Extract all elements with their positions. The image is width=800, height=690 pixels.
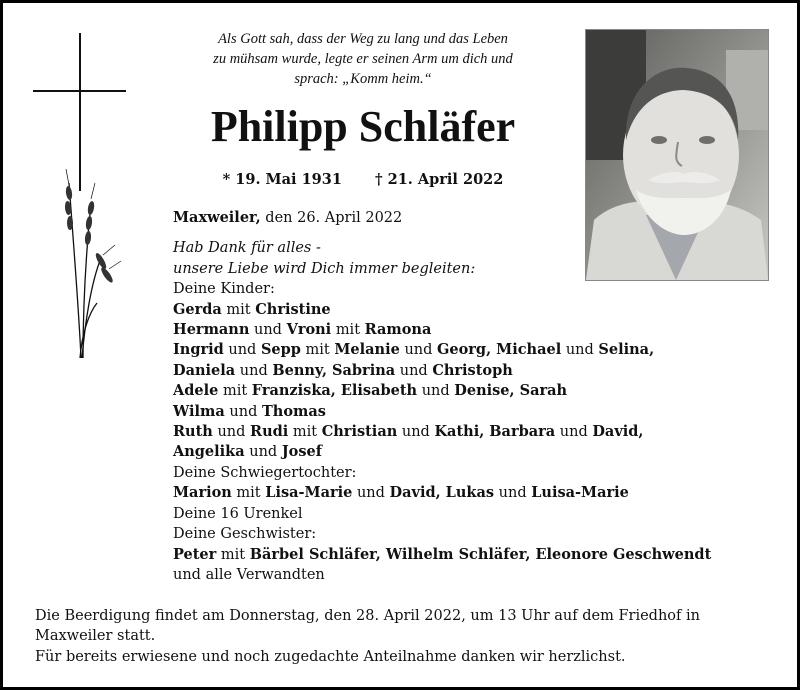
funeral-line: Maxweiler statt. xyxy=(35,628,156,645)
siblings-label: Deine Geschwister: xyxy=(173,526,317,543)
mourner-line xyxy=(173,442,773,462)
cross-icon-bar xyxy=(33,90,126,92)
mourner-name: Georg, Michael xyxy=(437,341,562,359)
mourner-line xyxy=(173,320,773,340)
connector-word: und xyxy=(401,424,430,441)
quote-line: sprach: „Komm heim.“ xyxy=(294,71,432,87)
mourner-name: Hermann xyxy=(173,321,250,339)
mourner-name: Rudi xyxy=(250,423,289,441)
mourner-line xyxy=(173,300,773,320)
connector-word: und xyxy=(229,403,258,420)
quote-line: Als Gott sah, dass der Weg zu lang und das Leben xyxy=(218,31,508,47)
mourner-line xyxy=(173,381,773,401)
connector-word: und xyxy=(404,342,433,359)
wheat-icon xyxy=(55,163,125,363)
connector-word: und xyxy=(421,383,450,400)
connector-word: mit xyxy=(335,322,361,339)
mourner-line xyxy=(173,361,773,381)
mourner-name: Angelika xyxy=(173,443,245,461)
mourner-name: Christoph xyxy=(432,361,513,379)
thanks-line: unsere Liebe wird Dich immer begleiten: xyxy=(173,260,476,277)
daughter-in-law-label: Deine Schwiegertochter: xyxy=(173,464,357,481)
connector-word: und xyxy=(228,342,257,359)
thanks-closing-line: Für bereits erwiesene und noch zugedachte Anteilnahme danken wir herzlichst. xyxy=(35,648,626,665)
connector-word: mit xyxy=(226,301,251,318)
connector-word: und xyxy=(239,362,268,379)
mourner-name: Ingrid xyxy=(173,341,224,359)
mourner-name: Franziska, Elisabeth xyxy=(251,382,418,400)
life-dates xyxy=(163,171,563,188)
mourner-name: Lisa-Marie xyxy=(265,484,353,502)
connector-word: und xyxy=(254,322,282,339)
mourner-name: Gerda xyxy=(173,300,222,318)
mourner-name: Vroni xyxy=(286,321,332,339)
mourner-name: Marion xyxy=(173,484,232,502)
mourner-name: Kathi, Barbara xyxy=(434,423,556,441)
connector-word: und xyxy=(498,485,527,502)
thanks-line: Hab Dank für alles - xyxy=(173,240,321,257)
connector-word: mit xyxy=(305,342,330,359)
death-date: † 21. April 2022 xyxy=(374,171,504,188)
connector-word: und xyxy=(399,362,428,379)
mourner-name: Adele xyxy=(173,382,219,400)
mourner-name: Denise, Sarah xyxy=(454,382,568,400)
mourner-line xyxy=(173,483,773,503)
mourner-name: Josef xyxy=(281,443,322,461)
connector-word: mit xyxy=(292,424,318,441)
place-date-line xyxy=(173,208,773,228)
funeral-line: Die Beerdigung findet am Donnerstag, den 28. April 2022, um 13 Uhr auf dem Friedhof in xyxy=(35,608,700,624)
relatives-line: und alle Verwandten xyxy=(173,566,325,583)
mourner-name: David, xyxy=(592,423,644,441)
mourner-name: Christine xyxy=(255,300,331,318)
connector-word: und xyxy=(249,444,278,461)
connector-word: und xyxy=(559,424,588,441)
place: Maxweiler, xyxy=(173,209,261,226)
mourners-section xyxy=(173,208,773,585)
mourner-line xyxy=(173,422,773,442)
mourner-line xyxy=(173,545,773,565)
quote-line: zu mühsam wurde, legte er seinen Arm um dich und xyxy=(213,51,513,67)
connector-word: mit xyxy=(222,383,248,400)
connector-word: mit xyxy=(236,485,261,502)
mourner-name: Peter xyxy=(173,545,217,563)
mourner-name: Wilma xyxy=(173,402,225,420)
mourner-name: David, Lukas xyxy=(389,484,495,502)
mourner-name: Melanie xyxy=(334,341,400,359)
mourner-line xyxy=(173,402,773,422)
connector-word: und xyxy=(217,424,246,441)
mourner-name: Luisa-Marie xyxy=(531,484,629,502)
funeral-info xyxy=(35,606,780,667)
memorial-quote xyxy=(163,29,563,89)
mourner-name: Benny, Sabrina xyxy=(272,361,396,379)
connector-word: mit xyxy=(220,546,246,563)
mourner-name: Christian xyxy=(321,423,398,441)
mourner-name: Thomas xyxy=(261,402,326,420)
great-grandchildren-line: Deine 16 Urenkel xyxy=(173,505,303,522)
mourner-name: Sepp xyxy=(260,341,301,359)
mourner-line xyxy=(173,340,773,360)
connector-word: und xyxy=(565,342,594,359)
mourner-name: Ruth xyxy=(173,423,213,441)
mourner-name: Selina, xyxy=(598,341,655,359)
mourner-name: Bärbel Schläfer, Wilhelm Schläfer, Eleonore Geschwendt xyxy=(249,545,712,563)
mourner-name: Daniela xyxy=(173,361,236,379)
children-label: Deine Kinder: xyxy=(173,281,275,298)
deceased-name: Philipp Schläfer xyxy=(210,102,516,151)
notice-date: den 26. April 2022 xyxy=(265,210,403,226)
mourner-name: Ramona xyxy=(364,321,432,339)
birth-date: * 19. Mai 1931 xyxy=(222,171,342,188)
connector-word: und xyxy=(356,485,385,502)
